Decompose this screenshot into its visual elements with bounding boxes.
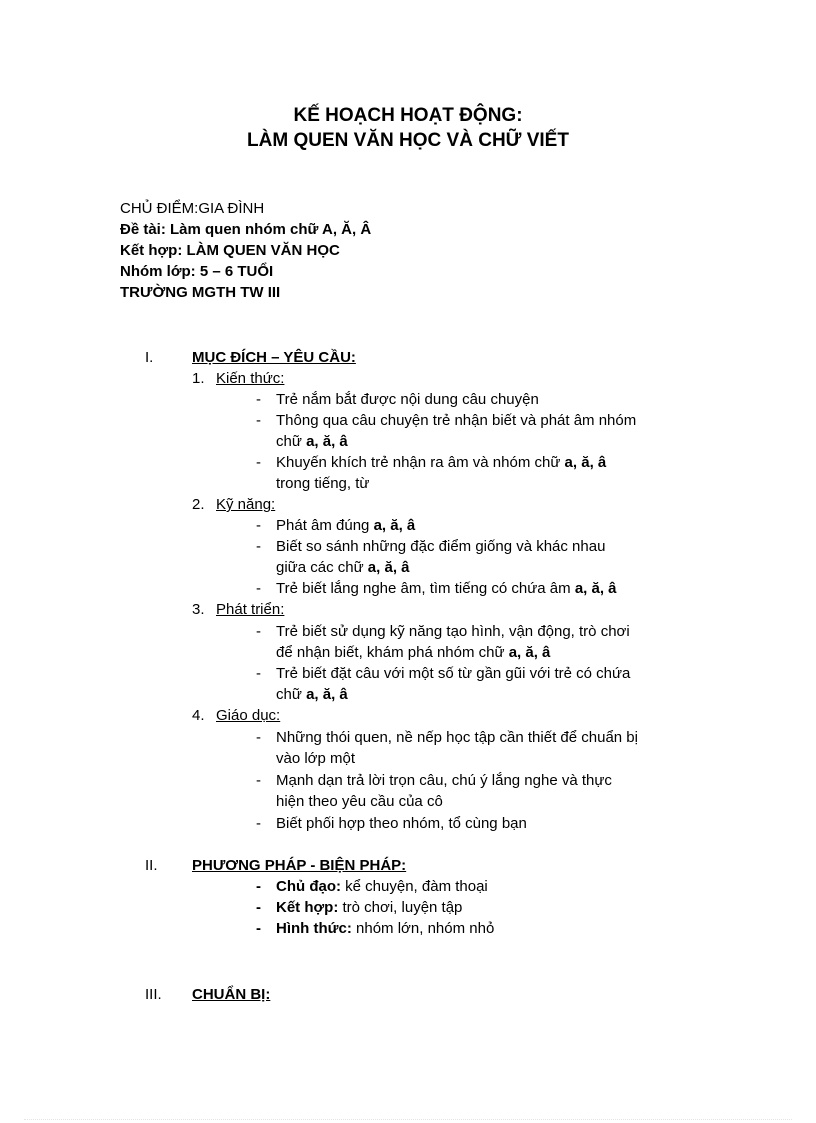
- nhom-lop: Nhóm lớp: 5 – 6 TUỔI: [120, 263, 274, 280]
- title-line-1: KẾ HOẠCH HOẠT ĐỘNG:: [293, 105, 523, 126]
- ket-hop: Kết hợp: LÀM QUEN VĂN HỌC: [120, 242, 340, 259]
- subsection-heading: Phát triển:: [216, 601, 285, 618]
- bullet-dash: -: [256, 412, 261, 429]
- letter-group: a, ă, â: [306, 686, 348, 703]
- bullet-text: Mạnh dạn trả lời trọn câu, chú ý lắng nghe và thực: [276, 772, 612, 789]
- bullet-label: Kết hợp:: [276, 899, 339, 916]
- bullet-text: Thông qua câu chuyện trẻ nhận biết và phát âm nhóm: [276, 412, 637, 429]
- subsection-heading: Giáo dục:: [216, 707, 281, 724]
- bullet-text: trong tiếng, từ: [276, 475, 370, 492]
- bullet-text: nhóm lớn, nhóm nhỏ: [356, 920, 495, 937]
- page-divider: [24, 1119, 792, 1120]
- bullet-dash: -: [256, 899, 261, 916]
- subsection-number: 1.: [192, 370, 205, 387]
- bullet-text: chữ: [276, 686, 302, 703]
- bullet-text-line: [276, 918, 494, 939]
- letter-group: a, ă, â: [373, 517, 416, 534]
- bullet-dash: -: [256, 538, 261, 555]
- bullet-dash: -: [256, 665, 261, 682]
- bullet-text: trò chơi, luyện tập: [342, 899, 463, 916]
- truong: TRƯỜNG MGTH TW III: [120, 284, 281, 301]
- subsection-number: 2.: [192, 496, 205, 513]
- letter-group: a, ă, â: [564, 454, 607, 471]
- section-heading: MỤC ĐÍCH – YÊU CẦU:: [192, 349, 356, 366]
- letter-group: a, ă, â: [306, 433, 348, 450]
- bullet-text: Trẻ nắm bắt được nội dung câu chuyện: [276, 391, 539, 408]
- bullet-text: Biết phối hợp theo nhóm, tổ cùng bạn: [276, 815, 527, 832]
- subsection-number: 3.: [192, 601, 205, 618]
- bullet-text-cont: [276, 431, 348, 452]
- bullet-text: Trẻ biết lắng nghe âm, tìm tiếng có chứa âm: [276, 580, 571, 597]
- bullet-label: Chủ đạo:: [276, 878, 341, 895]
- bullet-text-line: [276, 578, 617, 599]
- bullet-text: chữ: [276, 433, 302, 450]
- section-heading: CHUẨN BỊ:: [192, 986, 271, 1003]
- bullet-dash: -: [256, 920, 261, 937]
- bullet-text: Những thói quen, nề nếp học tập cần thiết để chuẩn bị: [276, 729, 638, 746]
- bullet-text: để nhận biết, khám phá nhóm chữ: [276, 644, 505, 661]
- bullet-dash: -: [256, 391, 261, 408]
- bullet-dash: -: [256, 517, 261, 534]
- section-number: III.: [145, 986, 162, 1003]
- bullet-text-line: [276, 897, 462, 918]
- title-line-2: LÀM QUEN VĂN HỌC VÀ CHỮ VIẾT: [247, 130, 569, 151]
- section-number: II.: [145, 857, 158, 874]
- subsection-heading: Kiến thức:: [216, 370, 285, 387]
- bullet-dash: -: [256, 580, 261, 597]
- bullet-dash: -: [256, 454, 261, 471]
- letter-group: a, ă, â: [508, 644, 551, 661]
- letter-group: a, ă, â: [367, 559, 410, 576]
- bullet-dash: -: [256, 815, 261, 832]
- bullet-text: Trẻ biết đặt câu với một số từ gần gũi với trẻ có chứa: [276, 665, 631, 682]
- section-number: I.: [145, 349, 154, 366]
- bullet-dash: -: [256, 623, 261, 640]
- chu-diem: CHỦ ĐIỂM:GIA ĐÌNH: [120, 200, 265, 217]
- bullet-text: Trẻ biết sử dụng kỹ năng tạo hình, vận động, trò chơi: [276, 623, 630, 640]
- bullet-text: Phát âm đúng: [276, 517, 370, 534]
- bullet-text-cont: [276, 642, 550, 663]
- bullet-text: Biết so sánh những đặc điểm giống và khác nhau: [276, 538, 606, 555]
- bullet-label: Hình thức:: [276, 920, 352, 937]
- bullet-text: hiện theo yêu cầu của cô: [276, 793, 443, 810]
- bullet-text-line: [276, 515, 415, 536]
- bullet-text-cont: [276, 684, 348, 705]
- de-tai: Đề tài: Làm quen nhóm chữ A, Ă, Â: [120, 221, 372, 238]
- bullet-dash: -: [256, 878, 261, 895]
- bullet-text: kể chuyện, đàm thoại: [345, 878, 488, 895]
- subsection-number: 4.: [192, 707, 205, 724]
- bullet-text-cont: [276, 557, 410, 578]
- bullet-text-line: [276, 452, 606, 473]
- bullet-dash: -: [256, 729, 261, 746]
- bullet-text: vào lớp một: [276, 750, 356, 767]
- bullet-text: giữa các chữ: [276, 559, 364, 576]
- section-heading: PHƯƠNG PHÁP - BIỆN PHÁP:: [192, 857, 407, 874]
- bullet-text: Khuyến khích trẻ nhận ra âm và nhóm chữ: [276, 454, 561, 471]
- bullet-dash: -: [256, 772, 261, 789]
- subsection-heading: Kỹ năng:: [216, 496, 276, 513]
- letter-group: a, ă, â: [574, 580, 617, 597]
- bullet-text-line: [276, 876, 488, 897]
